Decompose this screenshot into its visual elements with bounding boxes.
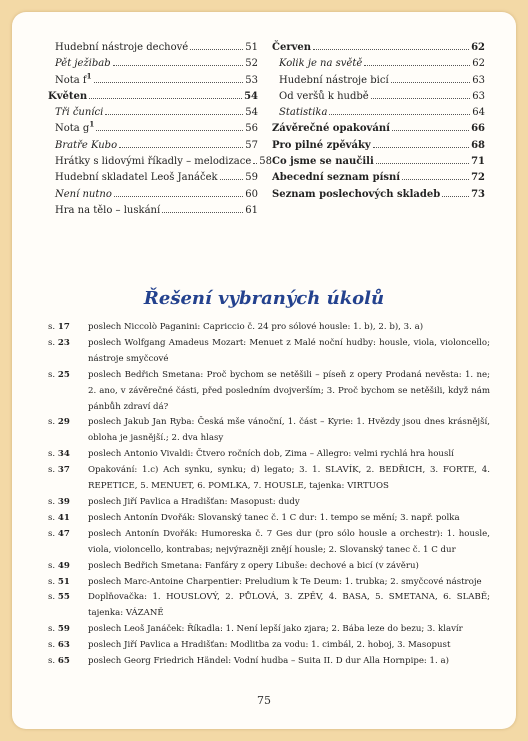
toc-leader-dots — [364, 65, 470, 66]
toc-entry-title — [48, 203, 160, 219]
solution-entry — [48, 622, 490, 638]
toc-entry-title — [272, 138, 371, 154]
toc-entry-text: Pět ježibab — [55, 58, 111, 70]
solution-text: poslech Leoš Janáček: Říkadla: 1. Není lepší jako zjara; 2. Bába leze do bezu; 3. klavír — [88, 624, 463, 635]
toc-entry-text: Hra na tělo – luskání — [55, 204, 161, 216]
solution-text: poslech Antonín Dvořák: Humoreska č. 7 Ges dur (pro sólo housle a orchestr): 1. housle, viola, violoncello, kontrabas; nejvýrazněji znějí housle; 2. Slovanský tanec č. 1 C dur — [88, 528, 490, 555]
solution-entry — [48, 559, 490, 575]
toc-entry-text: Závěrečné opakování — [272, 123, 390, 135]
solution-page-number: 63 — [57, 640, 70, 651]
solution-entry — [48, 638, 490, 654]
toc-leader-dots — [89, 98, 242, 99]
solutions-heading: Řešení vybraných úkolů — [143, 288, 385, 309]
toc-entry-title — [48, 105, 103, 121]
solution-text: poslech Antonín Dvořák: Slovanský tanec č. 1 C dur: 1. tempo se mění; 3. např. polka — [88, 512, 460, 523]
toc-entry-page: 58 — [259, 156, 272, 168]
toc-entry-title — [272, 40, 311, 56]
solution-page-number: 34 — [57, 449, 70, 460]
solution-page-prefix: s. — [48, 465, 56, 476]
toc-entry-title — [48, 89, 87, 105]
toc-leader-dots — [253, 163, 257, 164]
toc-entry-title — [48, 56, 111, 72]
toc-entry-text: Hudební nástroje bicí — [279, 74, 389, 86]
toc-entry-page: 54 — [244, 90, 258, 102]
toc-entry-title — [272, 73, 389, 89]
solution-page-ref — [48, 575, 88, 591]
toc-leader-dots — [105, 114, 243, 115]
solution-entry — [48, 654, 490, 670]
toc-entry-page: 63 — [472, 90, 485, 102]
solution-entry — [48, 415, 490, 447]
toc-entry — [48, 121, 258, 137]
toc-entry-text: Nota f — [55, 74, 87, 86]
toc-leader-dots — [402, 179, 469, 180]
solution-page-ref — [48, 654, 88, 670]
toc-entry — [272, 73, 485, 89]
toc-entry-title — [272, 105, 327, 121]
toc-entry-text: Není nutno — [55, 188, 112, 200]
solution-page-prefix: s. — [48, 528, 56, 539]
toc-entry — [272, 170, 485, 186]
toc-leader-dots — [329, 114, 470, 115]
toc-entry-text: Hudební skladatel Leoš Janáček — [55, 172, 218, 184]
solution-page-ref — [48, 320, 88, 336]
solution-text: Opakování: 1.c) Ach synku, synku; d) legato; 3. 1. SLAVÍK, 2. BEDŘICH, 3. FORTE, 4. REPETICE, 5. MENUET, 6. POMLKA, 7. HOUSLE, tajenka: VIRTUOS — [88, 465, 490, 492]
solution-text: poslech Bedřich Smetana: Fanfáry z opery Libuše: dechové a bicí (v závěru) — [88, 560, 419, 571]
toc-entry — [48, 73, 258, 89]
solution-page-ref — [48, 527, 88, 559]
solution-entry — [48, 511, 490, 527]
toc-entry-page: 64 — [472, 107, 485, 119]
toc-entry-title — [272, 121, 390, 137]
toc-entry-page: 66 — [471, 123, 485, 135]
toc-entry — [272, 154, 485, 170]
solution-page-ref — [48, 336, 88, 368]
solution-page-ref — [48, 511, 88, 527]
solution-page-prefix: s. — [48, 640, 56, 651]
solution-page-ref — [48, 590, 88, 622]
solution-text: poslech Jiří Pavlica a Hradišťan: Masopust: dudy — [88, 496, 300, 507]
solution-page-prefix: s. — [48, 512, 56, 523]
toc-entry-page: 54 — [245, 107, 258, 119]
toc-leader-dots — [119, 147, 243, 148]
toc-entry-text: Co jsme se naučili — [272, 156, 374, 168]
solution-page-number: 17 — [57, 322, 70, 332]
page-number: 75 — [257, 694, 271, 707]
solution-page-number: 39 — [57, 496, 70, 507]
solution-page-prefix: s. — [48, 496, 56, 507]
toc-entry-page: 73 — [471, 188, 485, 200]
solution-page-ref — [48, 447, 88, 463]
toc-entry-superscript: 1 — [86, 71, 92, 81]
toc-entry-title — [272, 89, 369, 105]
toc-entry-page: 72 — [471, 172, 485, 184]
toc-leader-dots — [376, 163, 469, 164]
toc-entry-title — [48, 121, 94, 137]
table-of-contents-left — [48, 40, 272, 219]
solution-page-number: 49 — [57, 560, 70, 571]
solution-entry — [48, 575, 490, 591]
toc-entry-text: Hudební nástroje dechové — [55, 42, 189, 53]
solution-entry — [48, 495, 490, 511]
toc-leader-dots — [113, 65, 244, 66]
toc-leader-dots — [392, 130, 469, 131]
toc-entry — [48, 187, 258, 203]
toc-entry-page: 71 — [471, 156, 485, 168]
solution-entry — [48, 463, 490, 495]
toc-entry-page: 52 — [245, 58, 258, 70]
toc-entry-page: 63 — [472, 74, 485, 86]
toc-entry-text: Od veršů k hudbě — [279, 90, 369, 102]
toc-leader-dots — [114, 196, 243, 197]
solution-page-number: 23 — [57, 337, 70, 348]
solution-text: poslech Antonio Vivaldi: Čtvero ročních dob, Zima – Allegro: velmi rychlá hra houslí — [88, 449, 454, 460]
toc-entry — [272, 56, 485, 72]
solution-page-prefix: s. — [48, 369, 56, 380]
toc-entry-text: Červen — [272, 42, 312, 53]
toc-leader-dots — [442, 196, 469, 197]
solution-page-prefix: s. — [48, 560, 56, 571]
toc-entry-text: Bratře Kubo — [55, 139, 118, 151]
toc-entry-page: 56 — [245, 123, 258, 135]
toc-entry — [272, 121, 485, 137]
toc-entry-text: Statistika — [279, 107, 328, 119]
toc-entry — [272, 89, 485, 105]
solution-text: poslech Niccolò Paganini: Capriccio č. 24 pro sólové housle: 1. b), 2. b), 3. a) — [88, 322, 424, 332]
solution-page-prefix: s. — [48, 624, 56, 635]
solution-page-ref — [48, 368, 88, 416]
toc-entry-page: 51 — [245, 42, 258, 53]
toc-entry-page: 61 — [245, 204, 258, 216]
solution-page-number: 25 — [57, 369, 70, 380]
solution-page-prefix: s. — [48, 322, 56, 332]
toc-entry-text: Kolik je na světě — [279, 58, 363, 70]
solution-text: poslech Georg Friedrich Händel: Vodní hudba – Suita II. D dur Alla Hornpipe: 1. a) — [88, 656, 449, 667]
toc-entry-page: 60 — [245, 188, 258, 200]
toc-entry-title — [48, 138, 117, 154]
toc-entry-title — [48, 187, 112, 203]
toc-leader-dots — [391, 82, 471, 83]
solution-entry — [48, 590, 490, 622]
solution-entry — [48, 336, 490, 368]
toc-entry-text: Květen — [48, 90, 88, 102]
toc-entry — [48, 138, 258, 154]
solution-page-number: 29 — [57, 417, 70, 428]
toc-entry-page: 62 — [472, 58, 485, 70]
table-of-contents-right — [272, 40, 485, 203]
solution-page-ref — [48, 559, 88, 575]
solution-page-number: 37 — [57, 465, 70, 476]
toc-entry — [48, 40, 258, 56]
toc-entry-page: 53 — [245, 74, 258, 86]
toc-entry-text: Nota g — [55, 123, 90, 135]
solution-page-prefix: s. — [48, 337, 56, 348]
toc-entry-title — [272, 170, 400, 186]
toc-leader-dots — [371, 98, 471, 99]
toc-entry-page: 57 — [245, 139, 258, 151]
solution-page-prefix: s. — [48, 576, 56, 587]
solution-page-number: 47 — [57, 528, 70, 539]
solution-page-ref — [48, 463, 88, 495]
toc-entry-text: Seznam poslechových skladeb — [272, 188, 441, 200]
toc-entry — [272, 40, 485, 56]
toc-leader-dots — [94, 82, 244, 83]
solution-text: poslech Jakub Jan Ryba: Česká mše vánoční, 1. část – Kyrie: 1. Hvězdy jsou dnes krásnější, obloha je jasnější.; 2. dva hlasy — [88, 417, 490, 444]
solution-page-prefix: s. — [48, 592, 56, 603]
toc-entry — [48, 105, 258, 121]
toc-entry — [48, 203, 258, 219]
toc-entry-text: Abecední seznam písní — [272, 172, 401, 184]
solution-text: poslech Wolfgang Amadeus Mozart: Menuet z Malé noční hudby: housle, viola, violoncello; nástroje smyčcové — [88, 337, 490, 364]
solution-text: Doplňovačka: 1. HOUSLOVÝ, 2. PŮLOVÁ, 3. ZPĚV, 4. BASA, 5. SMETANA, 6. SLABĚ; tajenka: VÁZANĚ — [88, 592, 490, 619]
toc-leader-dots — [96, 130, 243, 131]
toc-entry — [272, 138, 485, 154]
toc-leader-dots — [373, 147, 469, 148]
toc-entry-title — [272, 56, 362, 72]
solution-page-number: 55 — [57, 592, 70, 603]
toc-entry — [48, 154, 272, 170]
toc-entry — [48, 56, 258, 72]
solution-page-prefix: s. — [48, 449, 56, 460]
solution-entry — [48, 447, 490, 463]
toc-entry — [272, 187, 485, 203]
toc-leader-dots — [220, 179, 244, 180]
toc-entry — [48, 89, 258, 105]
toc-leader-dots — [190, 49, 243, 50]
toc-entry-title — [48, 40, 188, 56]
toc-entry-text: Pro pilné zpěváky — [272, 139, 371, 151]
solution-text: poslech Marc-Antoine Charpentier: Preludium k Te Deum: 1. trubka; 2. smyčcové nástroje — [88, 576, 482, 587]
toc-entry — [272, 105, 485, 121]
solution-page-number: 41 — [57, 512, 70, 523]
toc-entry-text: Hrátky s lidovými říkadly – melodizace — [55, 156, 252, 168]
solution-text: poslech Jiří Pavlica a Hradišťan: Modlitba za vodu: 1. cimbál, 2. hoboj, 3. Masopust — [88, 640, 451, 651]
toc-entry-title — [272, 187, 440, 203]
toc-entry-title — [48, 73, 92, 89]
toc-entry — [48, 170, 258, 186]
toc-entry-page: 59 — [245, 172, 258, 184]
solution-page-ref — [48, 638, 88, 654]
solution-page-number: 65 — [57, 656, 70, 667]
solution-page-ref — [48, 415, 88, 447]
toc-entry-title — [272, 154, 374, 170]
solution-page-ref — [48, 622, 88, 638]
solution-text: poslech Bedřich Smetana: Proč bychom se netěšili – píseň z opery Prodaná nevěsta: 1. ne; 2. ano, v závěrečné části, před posledním dvojverším; 3. Proč bychom se netěšili, když nám pánbůh zdraví dá? — [88, 369, 490, 412]
solution-page-prefix: s. — [48, 656, 56, 667]
book-page — [12, 12, 516, 729]
toc-entry-title — [48, 170, 218, 186]
solution-page-prefix: s. — [48, 417, 56, 428]
toc-leader-dots — [162, 212, 243, 213]
solution-page-number: 51 — [57, 576, 70, 587]
solution-entry — [48, 527, 490, 559]
toc-entry-page: 62 — [471, 42, 485, 53]
toc-entry-title — [48, 154, 251, 170]
solution-page-ref — [48, 495, 88, 511]
solution-entry — [48, 320, 490, 336]
solutions-list — [48, 320, 490, 670]
solution-page-number: 59 — [57, 624, 70, 635]
toc-leader-dots — [313, 49, 469, 50]
toc-entry-page: 68 — [471, 139, 485, 151]
toc-entry-text: Tři čuníci — [55, 107, 104, 119]
solution-entry — [48, 368, 490, 416]
toc-entry-superscript: 1 — [89, 120, 95, 130]
